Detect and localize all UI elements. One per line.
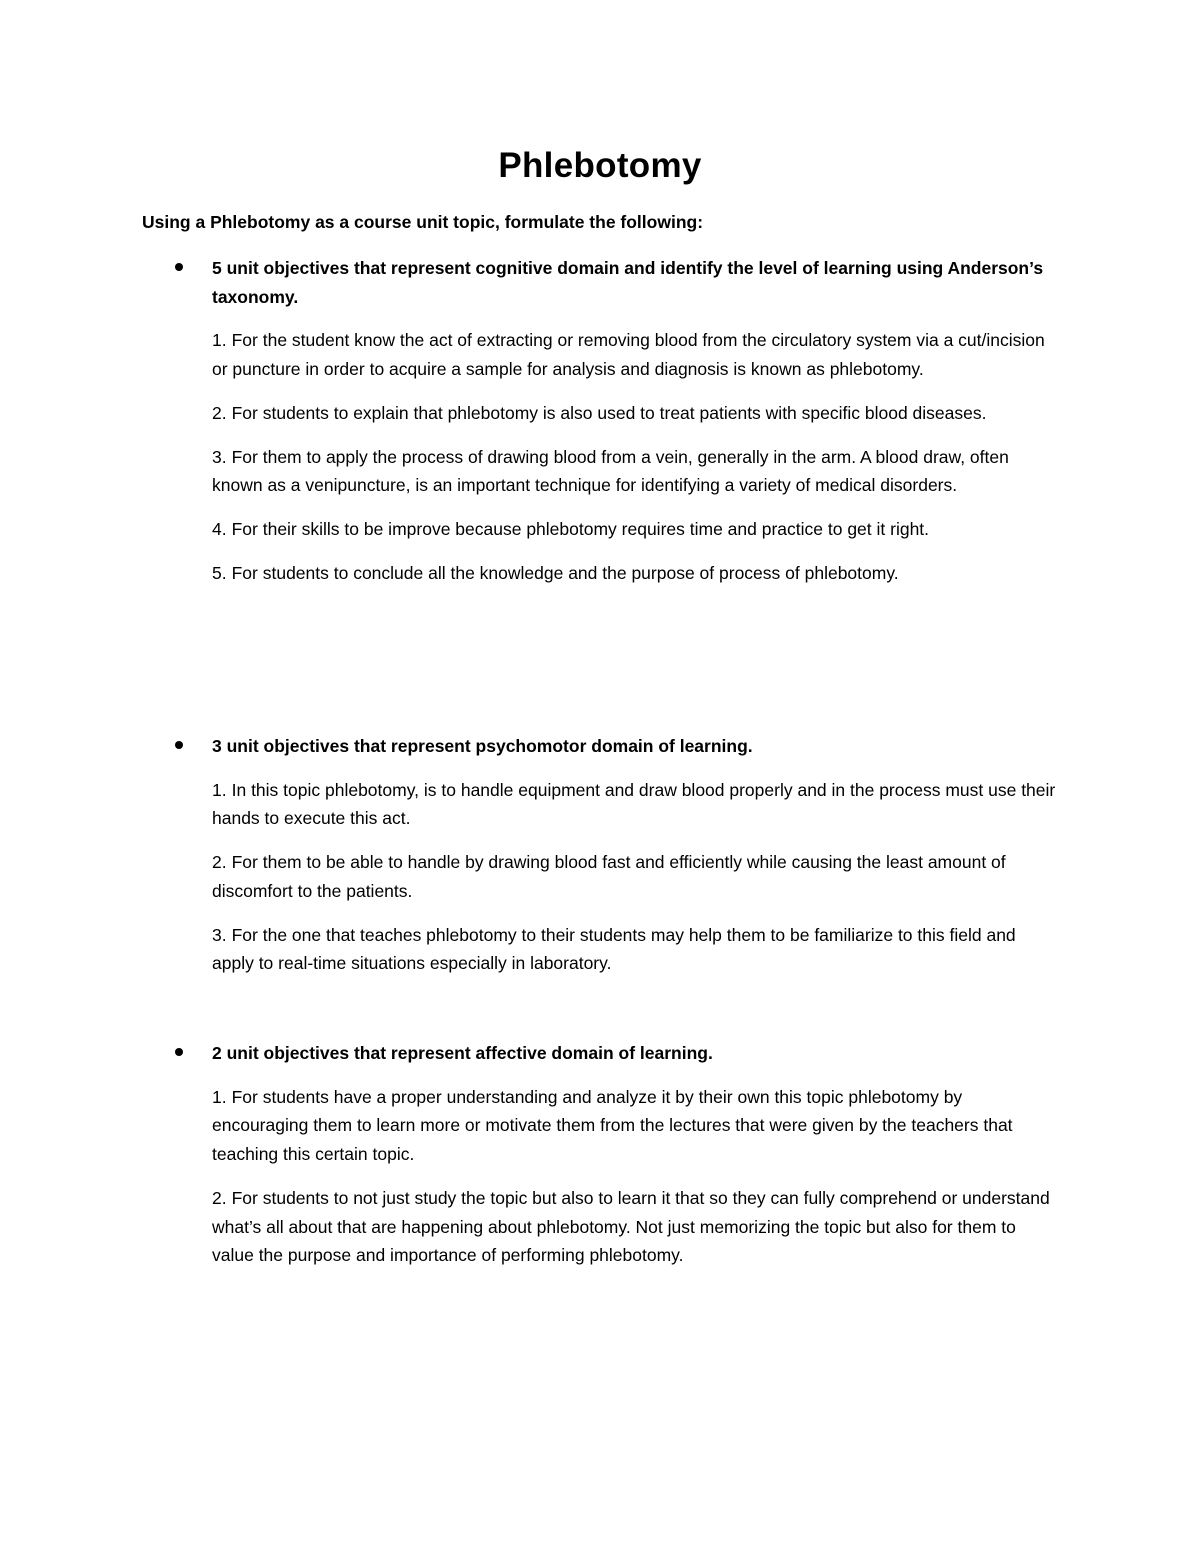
list-item bbox=[212, 776, 1062, 833]
item-number: 1. bbox=[212, 1086, 227, 1107]
section-heading: 2 unit objectives that represent affective domain of learning. bbox=[212, 1043, 713, 1063]
section-heading: 5 unit objectives that represent cognitive domain and identify the level of learning using Anderson’s taxonomy. bbox=[212, 258, 1044, 307]
item-text: For students to not just study the topic but also to learn it that so they can fully comprehend or understand what’s all about that are happening about phlebotomy. Not just memorizing the topic but also for them to value the purpose and importance of performing phlebotomy. bbox=[212, 1187, 1050, 1266]
intro-text: Using a Phlebotomy as a course unit topic, formulate the following: bbox=[142, 212, 704, 232]
item-number: 5. bbox=[212, 562, 227, 583]
item-number: 3. bbox=[212, 924, 227, 945]
section-cognitive bbox=[142, 254, 1062, 587]
list-item bbox=[212, 921, 1062, 978]
item-number: 4. bbox=[212, 518, 227, 539]
item-text: For students to explain that phlebotomy is also used to treat patients with specific blood diseases. bbox=[231, 402, 987, 423]
bullet-icon bbox=[175, 263, 183, 271]
section-psychomotor bbox=[142, 732, 1062, 978]
list-item bbox=[212, 1184, 1062, 1270]
list-item bbox=[212, 399, 1062, 428]
section-affective bbox=[142, 1039, 1062, 1270]
list-item bbox=[212, 848, 1062, 905]
page-title: Phlebotomy bbox=[498, 146, 702, 185]
item-text: For the student know the act of extracting or removing blood from the circulatory system via a cut/incision or puncture in order to acquire a sample for analysis and diagnosis is known as phlebotomy. bbox=[212, 330, 1045, 380]
item-number: 2. bbox=[212, 1187, 227, 1208]
list-item bbox=[212, 1083, 1062, 1169]
item-text: For the one that teaches phlebotomy to their students may help them to be familiarize to this field and apply to real-time situations especially in laboratory. bbox=[212, 924, 1016, 974]
bullet-icon bbox=[175, 1048, 183, 1056]
list-item bbox=[212, 515, 1062, 544]
item-number: 3. bbox=[212, 446, 227, 467]
section-heading: 3 unit objectives that represent psychomotor domain of learning. bbox=[212, 736, 753, 756]
item-number: 1. bbox=[212, 330, 227, 351]
item-text: For their skills to be improve because phlebotomy requires time and practice to get it right. bbox=[231, 518, 930, 539]
item-text: For students have a proper understanding and analyze it by their own this topic phlebotomy by encouraging them to learn more or motivate them from the lectures that were given by the teachers that teaching this certain topic. bbox=[212, 1086, 1013, 1165]
bullet-icon bbox=[175, 741, 183, 749]
list-item bbox=[212, 559, 1062, 588]
item-text: For them to apply the process of drawing blood from a vein, generally in the arm. A blood draw, often known as a venipuncture, is an important technique for identifying a variety of medical disorders. bbox=[212, 446, 1009, 496]
item-text: In this topic phlebotomy, is to handle equipment and draw blood properly and in the process must use their hands to execute this act. bbox=[212, 779, 1056, 829]
list-item bbox=[212, 443, 1062, 500]
item-text: For them to be able to handle by drawing blood fast and efficiently while causing the least amount of discomfort to the patients. bbox=[212, 852, 1006, 901]
item-number: 1. bbox=[212, 779, 227, 800]
item-number: 2. bbox=[212, 402, 227, 423]
item-text: For students to conclude all the knowledge and the purpose of process of phlebotomy. bbox=[231, 562, 899, 583]
item-number: 2. bbox=[212, 852, 227, 873]
list-item bbox=[212, 326, 1062, 383]
